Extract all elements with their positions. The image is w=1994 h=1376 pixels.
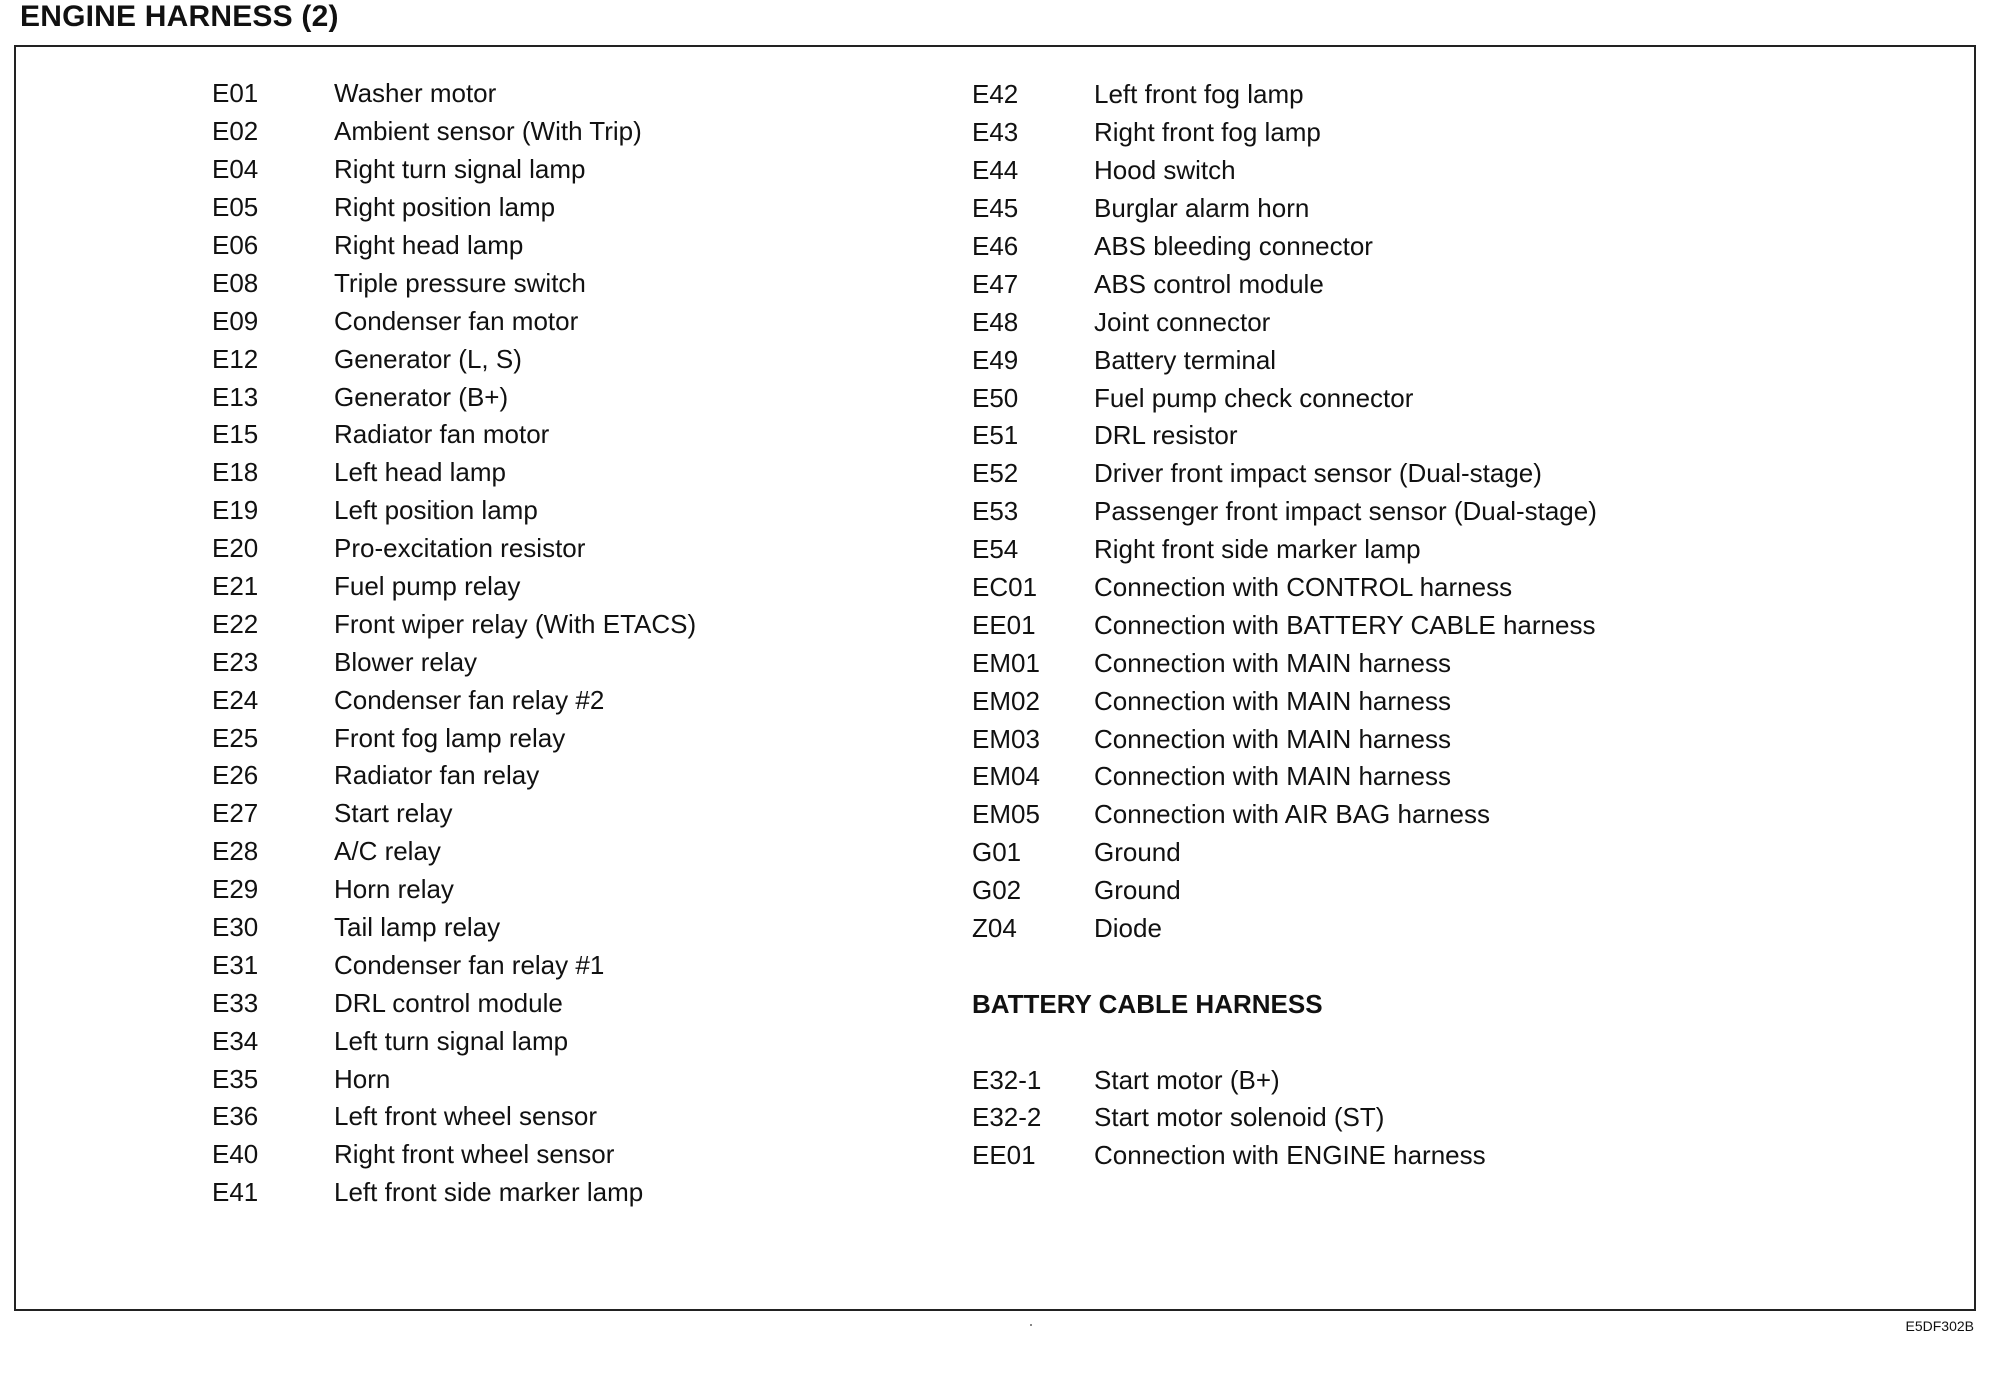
connector-description: Connection with MAIN harness bbox=[1094, 647, 1451, 678]
connector-code: E50 bbox=[972, 382, 1019, 413]
connector-description: DRL control module bbox=[334, 987, 563, 1018]
left-connector-column bbox=[212, 75, 696, 1212]
connector-code: E15 bbox=[212, 419, 259, 450]
connector-description: Burglar alarm horn bbox=[1094, 193, 1310, 224]
connector-code: E12 bbox=[212, 343, 259, 374]
connector-description: Ground bbox=[1094, 875, 1181, 906]
connector-code: E51 bbox=[972, 420, 1019, 451]
connector-description: Left position lamp bbox=[334, 495, 538, 526]
connector-row bbox=[212, 1022, 696, 1060]
connector-row bbox=[212, 681, 696, 719]
connector-row bbox=[212, 492, 696, 530]
page-title: ENGINE HARNESS (2) bbox=[20, 0, 339, 33]
connector-row bbox=[212, 378, 696, 416]
connector-description: Passenger front impact sensor (Dual-stage) bbox=[1094, 496, 1597, 527]
connector-row bbox=[212, 757, 696, 795]
connector-row bbox=[972, 379, 1597, 417]
connector-row bbox=[972, 228, 1597, 266]
connector-description: Horn relay bbox=[334, 874, 454, 905]
connector-row bbox=[972, 644, 1597, 682]
connector-description: Radiator fan relay bbox=[334, 760, 540, 791]
connector-description: Connection with AIR BAG harness bbox=[1094, 799, 1490, 830]
connector-row bbox=[212, 909, 696, 947]
connector-row bbox=[972, 265, 1597, 303]
connector-row bbox=[972, 796, 1597, 834]
connector-description: Right front side marker lamp bbox=[1094, 534, 1421, 565]
connector-code: E30 bbox=[212, 912, 259, 943]
connector-code: E18 bbox=[212, 457, 259, 488]
connector-code: E36 bbox=[212, 1101, 259, 1132]
connector-description: Left front wheel sensor bbox=[334, 1101, 598, 1132]
connector-code: E13 bbox=[212, 381, 259, 412]
connector-row bbox=[972, 834, 1597, 872]
connector-row bbox=[212, 264, 696, 302]
connector-code: E44 bbox=[972, 155, 1019, 186]
connector-code: E46 bbox=[972, 231, 1019, 261]
connector-code: EM01 bbox=[972, 647, 1040, 678]
connector-description: DRL resistor bbox=[1094, 420, 1238, 451]
connector-description: Tail lamp relay bbox=[334, 912, 501, 943]
connector-description: Left head lamp bbox=[334, 457, 507, 488]
connector-row bbox=[972, 152, 1597, 190]
connector-row bbox=[972, 493, 1597, 531]
connector-description: Generator (L, S) bbox=[334, 343, 522, 374]
connector-code: EE01 bbox=[972, 609, 1036, 640]
connector-row bbox=[972, 190, 1597, 228]
connector-row bbox=[972, 1137, 1597, 1175]
connector-description: Driver front impact sensor (Dual-stage) bbox=[1094, 458, 1542, 489]
connector-row bbox=[212, 795, 696, 833]
battery-section-title: BATTERY CABLE HARNESS bbox=[972, 988, 1323, 1019]
connector-description: Diode bbox=[1094, 913, 1162, 944]
connector-description: Washer motor bbox=[334, 78, 497, 109]
connector-description: Front wiper relay (With ETACS) bbox=[334, 608, 697, 639]
connector-row bbox=[212, 719, 696, 757]
connector-row bbox=[212, 984, 696, 1022]
connector-code: E42 bbox=[972, 79, 1019, 110]
connector-description: Connection with ENGINE harness bbox=[1094, 1140, 1486, 1171]
connector-row bbox=[212, 151, 696, 189]
connector-description: Start motor (B+) bbox=[1094, 1064, 1280, 1095]
connector-code: E27 bbox=[212, 798, 259, 829]
connector-row bbox=[972, 910, 1597, 948]
battery-connector-list bbox=[972, 1061, 1597, 1175]
connector-description: Hood switch bbox=[1094, 155, 1236, 186]
connector-description: A/C relay bbox=[334, 836, 441, 867]
connector-description: Front fog lamp relay bbox=[334, 722, 566, 753]
connector-row bbox=[972, 531, 1597, 569]
connector-description: Blower relay bbox=[334, 646, 478, 677]
connector-code: E02 bbox=[212, 116, 259, 147]
connector-code: G02 bbox=[972, 875, 1022, 906]
connector-code: E26 bbox=[212, 760, 259, 791]
connector-code: EC01 bbox=[972, 572, 1038, 603]
connector-description: Right front fog lamp bbox=[1094, 117, 1321, 148]
connector-row bbox=[212, 1136, 696, 1174]
connector-code: E22 bbox=[212, 608, 259, 639]
connector-row bbox=[212, 568, 696, 606]
connector-code: E21 bbox=[212, 571, 259, 602]
connector-row bbox=[972, 341, 1597, 379]
connector-code: E29 bbox=[212, 874, 259, 905]
connector-description: Battery terminal bbox=[1094, 344, 1277, 375]
connector-row bbox=[972, 303, 1597, 341]
section-spacer bbox=[972, 947, 1597, 985]
connector-code: E23 bbox=[212, 646, 259, 677]
connector-row bbox=[212, 227, 696, 265]
connector-row bbox=[972, 682, 1597, 720]
connector-code: E47 bbox=[972, 268, 1019, 299]
connector-row bbox=[972, 606, 1597, 644]
connector-description: Condenser fan relay #1 bbox=[334, 949, 605, 980]
connector-description: Condenser fan relay #2 bbox=[334, 684, 605, 715]
connector-description: Connection with MAIN harness bbox=[1094, 761, 1451, 792]
figure-code: E5DF302B bbox=[1905, 1318, 1974, 1334]
connector-description: Connection with MAIN harness bbox=[1094, 723, 1451, 754]
connector-description: Connection with MAIN harness bbox=[1094, 685, 1451, 716]
connector-row bbox=[972, 758, 1597, 796]
connector-code: E41 bbox=[212, 1177, 259, 1208]
connector-row bbox=[972, 720, 1597, 758]
connector-code: E19 bbox=[212, 495, 259, 526]
connector-list-frame bbox=[14, 45, 1976, 1311]
section-spacer bbox=[972, 1023, 1597, 1061]
connector-code: E43 bbox=[972, 117, 1019, 148]
connector-code: E28 bbox=[212, 836, 259, 867]
connector-row bbox=[212, 416, 696, 454]
connector-row bbox=[212, 1098, 696, 1136]
connector-code: E32-1 bbox=[972, 1064, 1042, 1095]
connector-code: E54 bbox=[972, 534, 1019, 565]
right-connector-column bbox=[972, 76, 1597, 1175]
connector-row bbox=[972, 569, 1597, 607]
connector-row bbox=[212, 833, 696, 871]
connector-description: Fuel pump check connector bbox=[1094, 382, 1414, 413]
connector-description: Horn bbox=[334, 1063, 391, 1094]
connector-description: Ambient sensor (With Trip) bbox=[334, 116, 642, 147]
connector-row bbox=[972, 76, 1597, 114]
connector-row bbox=[972, 1061, 1597, 1099]
connector-code: E34 bbox=[212, 1025, 259, 1056]
connector-description: Start motor solenoid (ST) bbox=[1094, 1102, 1385, 1133]
connector-row bbox=[212, 75, 696, 113]
connector-code: EM02 bbox=[972, 685, 1040, 716]
connector-code: E32-2 bbox=[972, 1102, 1042, 1133]
connector-code: EM05 bbox=[972, 799, 1040, 830]
connector-description: Pro-excitation resistor bbox=[334, 533, 586, 564]
connector-description: Right head lamp bbox=[334, 230, 524, 260]
connector-description: ABS control module bbox=[1094, 268, 1324, 299]
connector-row bbox=[972, 1099, 1597, 1137]
connector-code: EM03 bbox=[972, 723, 1040, 754]
connector-code: E31 bbox=[212, 949, 259, 980]
connector-code: E25 bbox=[212, 722, 259, 753]
connector-code: EE01 bbox=[972, 1140, 1036, 1171]
connector-description: Connection with CONTROL harness bbox=[1094, 572, 1513, 603]
connector-description: Condenser fan motor bbox=[334, 305, 579, 336]
connector-code: E20 bbox=[212, 533, 259, 564]
connector-description: Left turn signal lamp bbox=[334, 1025, 569, 1056]
connector-row bbox=[212, 189, 696, 227]
connector-description: Right front wheel sensor bbox=[334, 1139, 615, 1170]
scan-speck bbox=[1030, 1324, 1032, 1326]
connector-row bbox=[972, 872, 1597, 910]
connector-code: G01 bbox=[972, 837, 1022, 868]
connector-row bbox=[972, 114, 1597, 152]
connector-code: E48 bbox=[972, 306, 1019, 337]
connector-description: Connection with BATTERY CABLE harness bbox=[1094, 609, 1596, 640]
connector-row bbox=[212, 643, 696, 681]
connector-row bbox=[212, 1174, 696, 1212]
engine-connector-list-continued bbox=[972, 76, 1597, 947]
connector-row bbox=[212, 1060, 696, 1098]
connector-code: E52 bbox=[972, 458, 1019, 489]
connector-row bbox=[212, 454, 696, 492]
connector-description: ABS bleeding connector bbox=[1094, 231, 1373, 261]
connector-row bbox=[212, 340, 696, 378]
connector-code: E05 bbox=[212, 192, 259, 223]
connector-code: Z04 bbox=[972, 913, 1017, 944]
connector-code: E49 bbox=[972, 344, 1019, 375]
connector-code: E40 bbox=[212, 1139, 259, 1170]
connector-code: E04 bbox=[212, 154, 259, 185]
connector-description: Start relay bbox=[334, 798, 453, 829]
connector-description: Right turn signal lamp bbox=[334, 154, 586, 185]
connector-code: E45 bbox=[972, 193, 1019, 224]
connector-row bbox=[212, 302, 696, 340]
connector-code: E53 bbox=[972, 496, 1019, 527]
connector-row bbox=[972, 417, 1597, 455]
connector-code: E01 bbox=[212, 78, 259, 109]
connector-description: Left front fog lamp bbox=[1094, 79, 1304, 110]
connector-row bbox=[972, 455, 1597, 493]
connector-description: Radiator fan motor bbox=[334, 419, 550, 450]
connector-row bbox=[212, 113, 696, 151]
connector-description: Left front side marker lamp bbox=[334, 1177, 644, 1208]
connector-code: E09 bbox=[212, 305, 259, 336]
connector-row bbox=[212, 946, 696, 984]
connector-code: E06 bbox=[212, 230, 259, 260]
connector-code: E33 bbox=[212, 987, 259, 1018]
connector-description: Triple pressure switch bbox=[334, 267, 586, 298]
connector-row bbox=[212, 605, 696, 643]
connector-description: Fuel pump relay bbox=[334, 571, 521, 602]
connector-row bbox=[212, 530, 696, 568]
connector-code: EM04 bbox=[972, 761, 1040, 792]
connector-code: E35 bbox=[212, 1063, 259, 1094]
connector-description: Right position lamp bbox=[334, 192, 556, 223]
connector-description: Generator (B+) bbox=[334, 381, 509, 412]
connector-row bbox=[212, 871, 696, 909]
connector-description: Ground bbox=[1094, 837, 1181, 868]
connector-description: Joint connector bbox=[1094, 306, 1271, 337]
connector-code: E08 bbox=[212, 267, 259, 298]
connector-code: E24 bbox=[212, 684, 259, 715]
